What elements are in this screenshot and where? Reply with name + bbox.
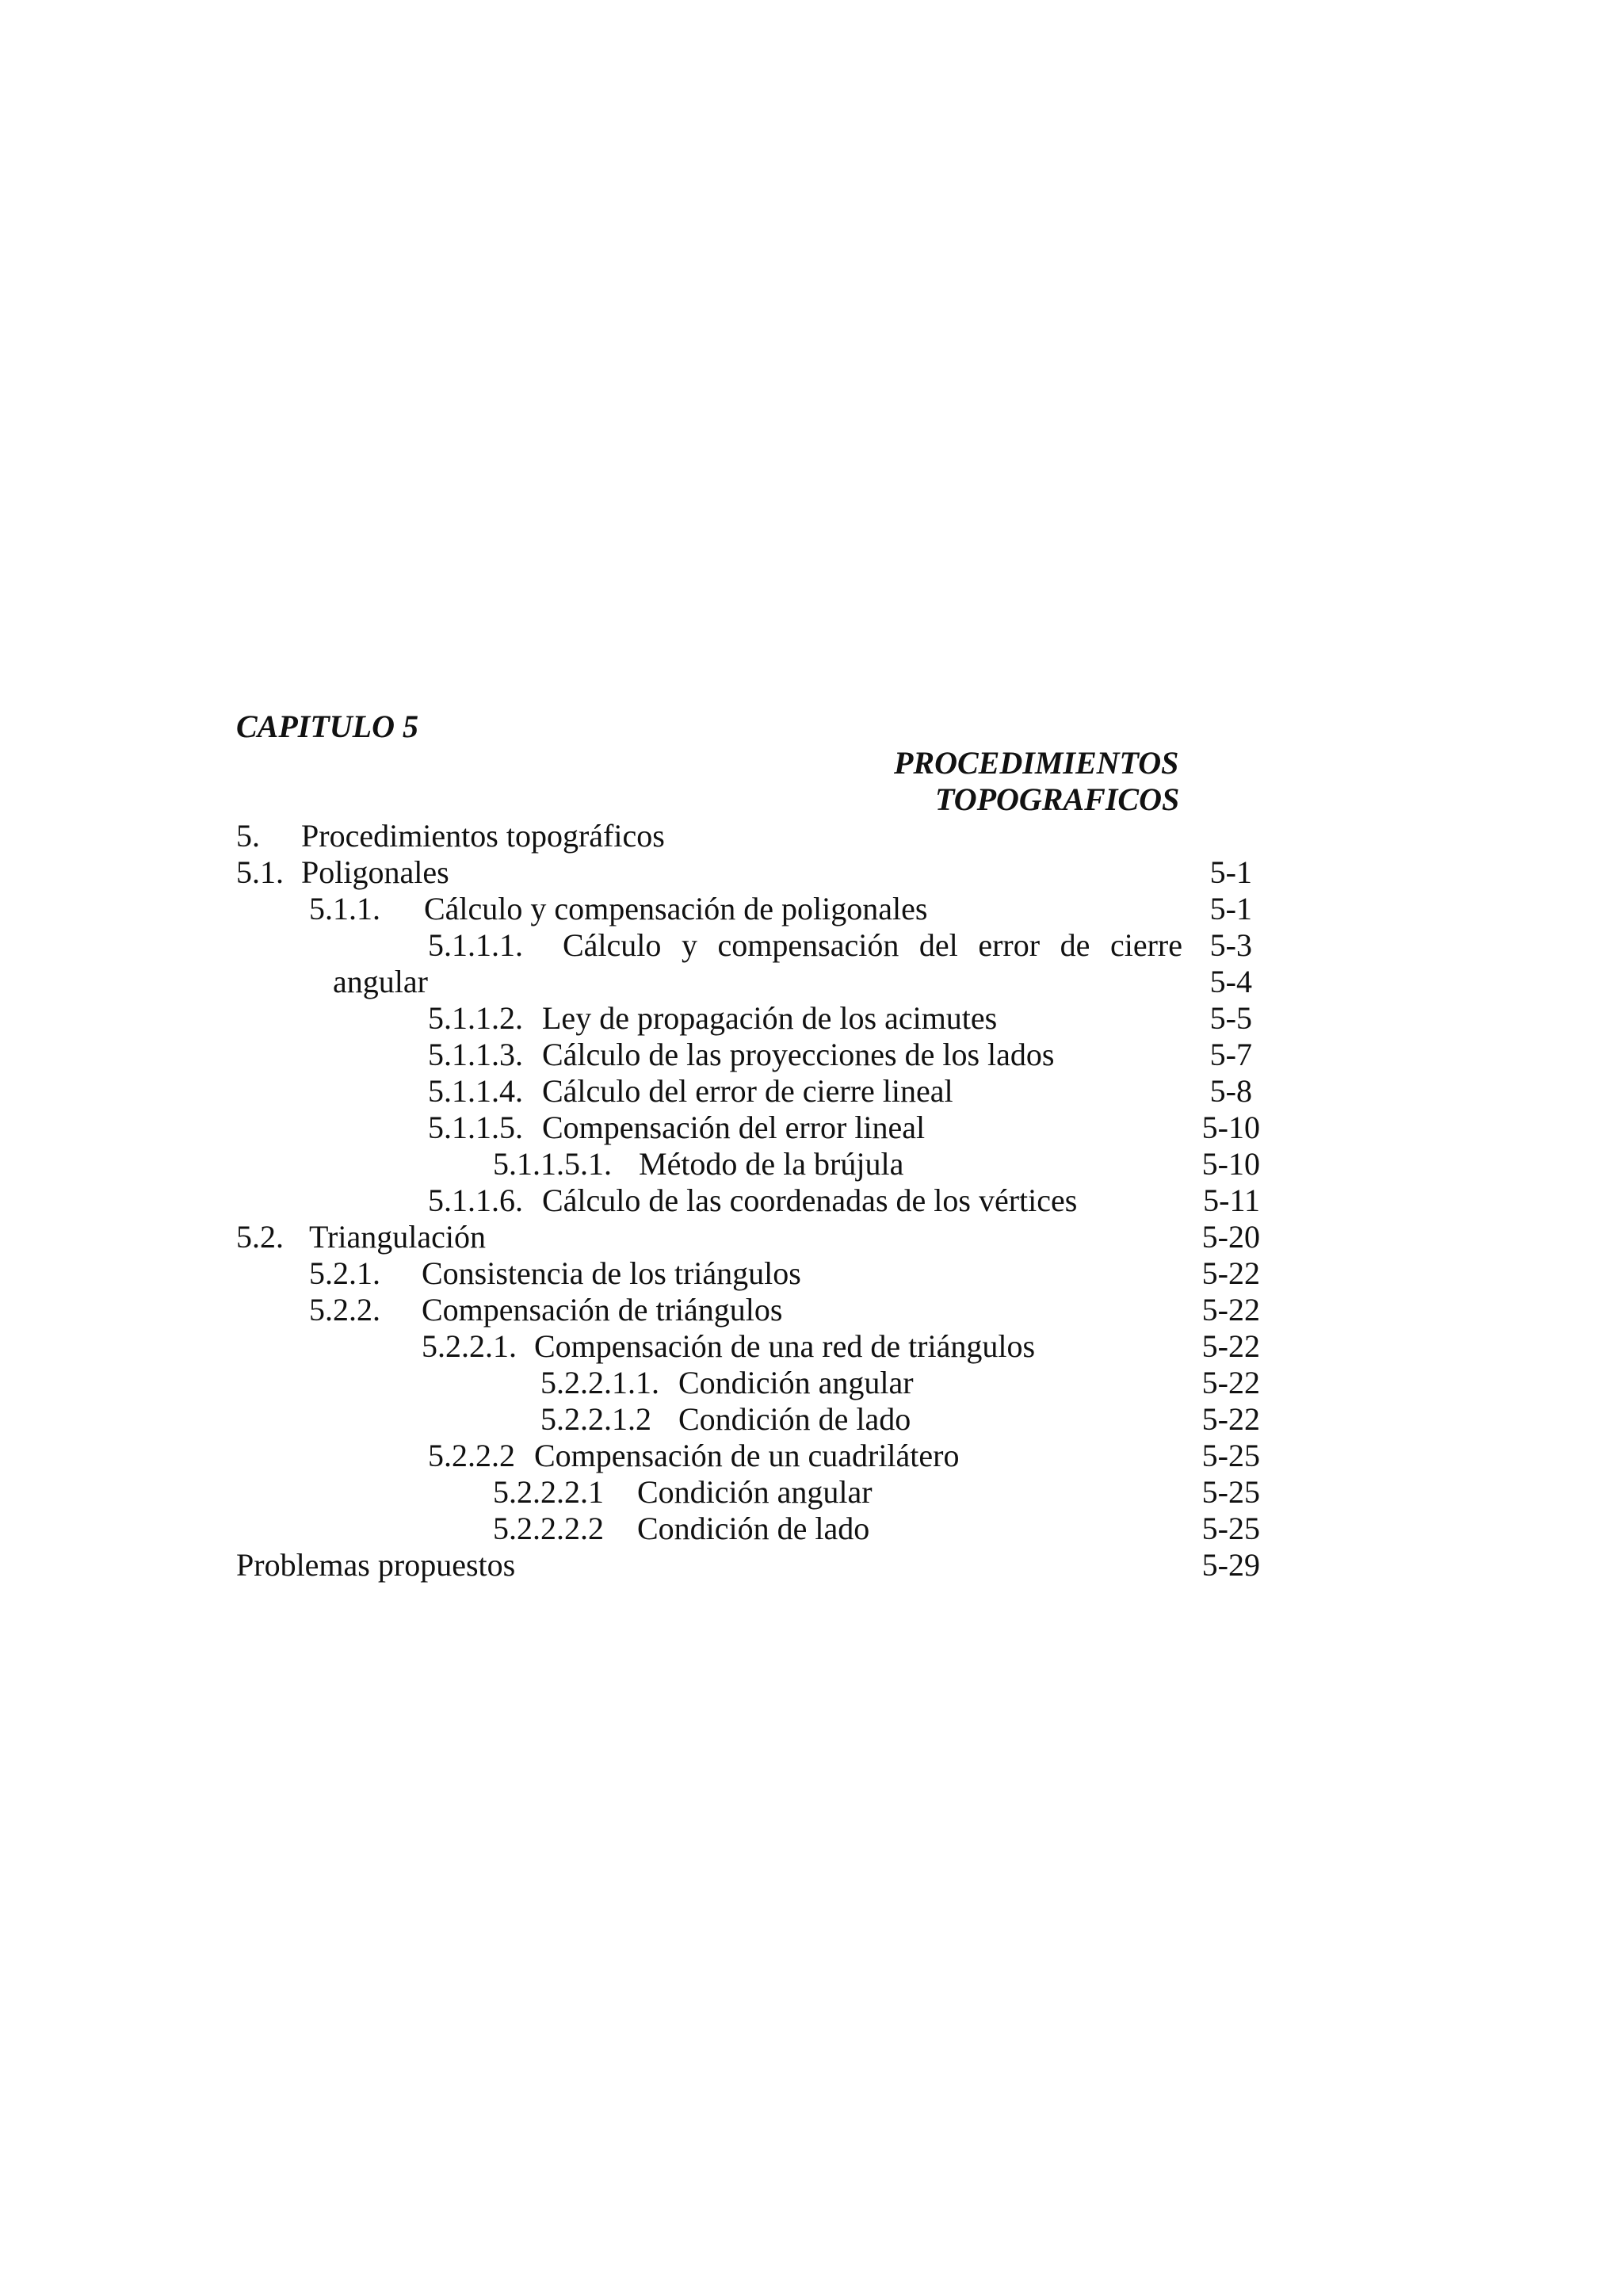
toc-title: Compensación del error lineal	[542, 1110, 926, 1145]
toc-number: 5.1.1.5.1.	[493, 1146, 612, 1182]
toc-page-number: 5-11	[1203, 1182, 1260, 1218]
toc-word: y	[681, 927, 697, 963]
toc-word: Cálculo	[563, 927, 662, 963]
toc-page-number: 5-22	[1201, 1401, 1260, 1437]
toc-title: Ley de propagación de los acimutes	[542, 1000, 998, 1036]
toc-number: 5.1.1.4.	[428, 1073, 523, 1109]
toc-page-number: 5-25	[1201, 1438, 1260, 1473]
toc-title: Método de la brújula	[639, 1146, 904, 1182]
toc-number: 5.2.1.	[309, 1255, 380, 1291]
toc-title: Problemas propuestos	[236, 1547, 516, 1583]
chapter-label: CAPITULO 5	[236, 709, 418, 744]
toc-page-number: 5-29	[1201, 1547, 1260, 1583]
toc-page-number: 5-7	[1209, 1037, 1252, 1072]
toc-word: compensación	[717, 927, 899, 963]
toc-title-justified	[563, 927, 1182, 964]
toc-page-number: 5-3	[1209, 927, 1252, 963]
toc-page-number: 5-5	[1209, 1000, 1252, 1036]
toc-title: Consistencia de los triángulos	[422, 1255, 801, 1291]
toc-page-number: 5-1	[1209, 891, 1252, 926]
toc-page-number: 5-10	[1201, 1110, 1260, 1145]
toc-title: Poligonales	[301, 854, 449, 890]
toc-number: 5.2.	[236, 1219, 284, 1255]
toc-word: error	[978, 927, 1041, 963]
toc-page-number: 5-20	[1201, 1219, 1260, 1255]
chapter-title-line2: TOPOGRAFICOS	[935, 781, 1180, 817]
toc-title: Condición angular	[637, 1474, 873, 1510]
toc-title: Cálculo de las coordenadas de los vértices	[542, 1182, 1078, 1218]
toc-number: 5.1.	[236, 854, 284, 890]
toc-number: 5.2.2.2	[428, 1438, 515, 1473]
toc-number: 5.1.1.	[309, 891, 380, 926]
toc-word: cierre	[1109, 927, 1182, 963]
toc-title: Compensación de un cuadrilátero	[534, 1438, 960, 1473]
toc-title: Procedimientos topográficos	[301, 818, 665, 854]
toc-page-number: 5-22	[1201, 1365, 1260, 1400]
toc-title: Cálculo del error de cierre lineal	[542, 1073, 953, 1109]
toc-title: Triangulación	[309, 1219, 486, 1255]
toc-page-number: 5-25	[1201, 1511, 1260, 1546]
toc-number: 5.2.2.1.2	[540, 1401, 651, 1437]
toc-title: Cálculo y compensación de poligonales	[424, 891, 928, 926]
toc-page-number: 5-8	[1209, 1073, 1252, 1109]
toc-page-number: 5-10	[1201, 1146, 1260, 1182]
toc-word: del	[918, 927, 958, 963]
toc-number: 5.2.2.	[309, 1292, 380, 1328]
toc-number: 5.1.1.2.	[428, 1000, 523, 1036]
toc-title: Compensación de triángulos	[422, 1292, 783, 1328]
toc-title: Compensación de una red de triángulos	[534, 1328, 1036, 1364]
chapter-title-line1: PROCEDIMIENTOS	[894, 745, 1179, 781]
toc-word: de	[1060, 927, 1090, 963]
toc-page-number: 5-22	[1201, 1292, 1260, 1328]
toc-page-number: 5-1	[1209, 854, 1252, 890]
toc-page-number: 5-4	[1209, 964, 1252, 999]
toc-number: 5.2.2.1.	[422, 1328, 517, 1364]
toc-title-continuation: angular	[333, 964, 428, 999]
toc-page-number: 5-22	[1201, 1328, 1260, 1364]
toc-number: 5.2.2.2.2	[493, 1511, 604, 1546]
toc-number: 5.1.1.3.	[428, 1037, 523, 1072]
toc-number: 5.2.2.1.1.	[540, 1365, 659, 1400]
toc-number: 5.1.1.5.	[428, 1110, 523, 1145]
toc-number: 5.	[236, 818, 260, 854]
toc-title: Condición de lado	[637, 1511, 870, 1546]
toc-page-number: 5-22	[1201, 1255, 1260, 1291]
toc-title: Cálculo de las proyecciones de los lados	[542, 1037, 1055, 1072]
toc-number: 5.2.2.2.1	[493, 1474, 604, 1510]
toc-number: 5.1.1.1.	[428, 927, 523, 963]
toc-page-number: 5-25	[1201, 1474, 1260, 1510]
toc-number: 5.1.1.6.	[428, 1182, 523, 1218]
toc-title: Condición de lado	[678, 1401, 911, 1437]
toc-title: Condición angular	[678, 1365, 914, 1400]
